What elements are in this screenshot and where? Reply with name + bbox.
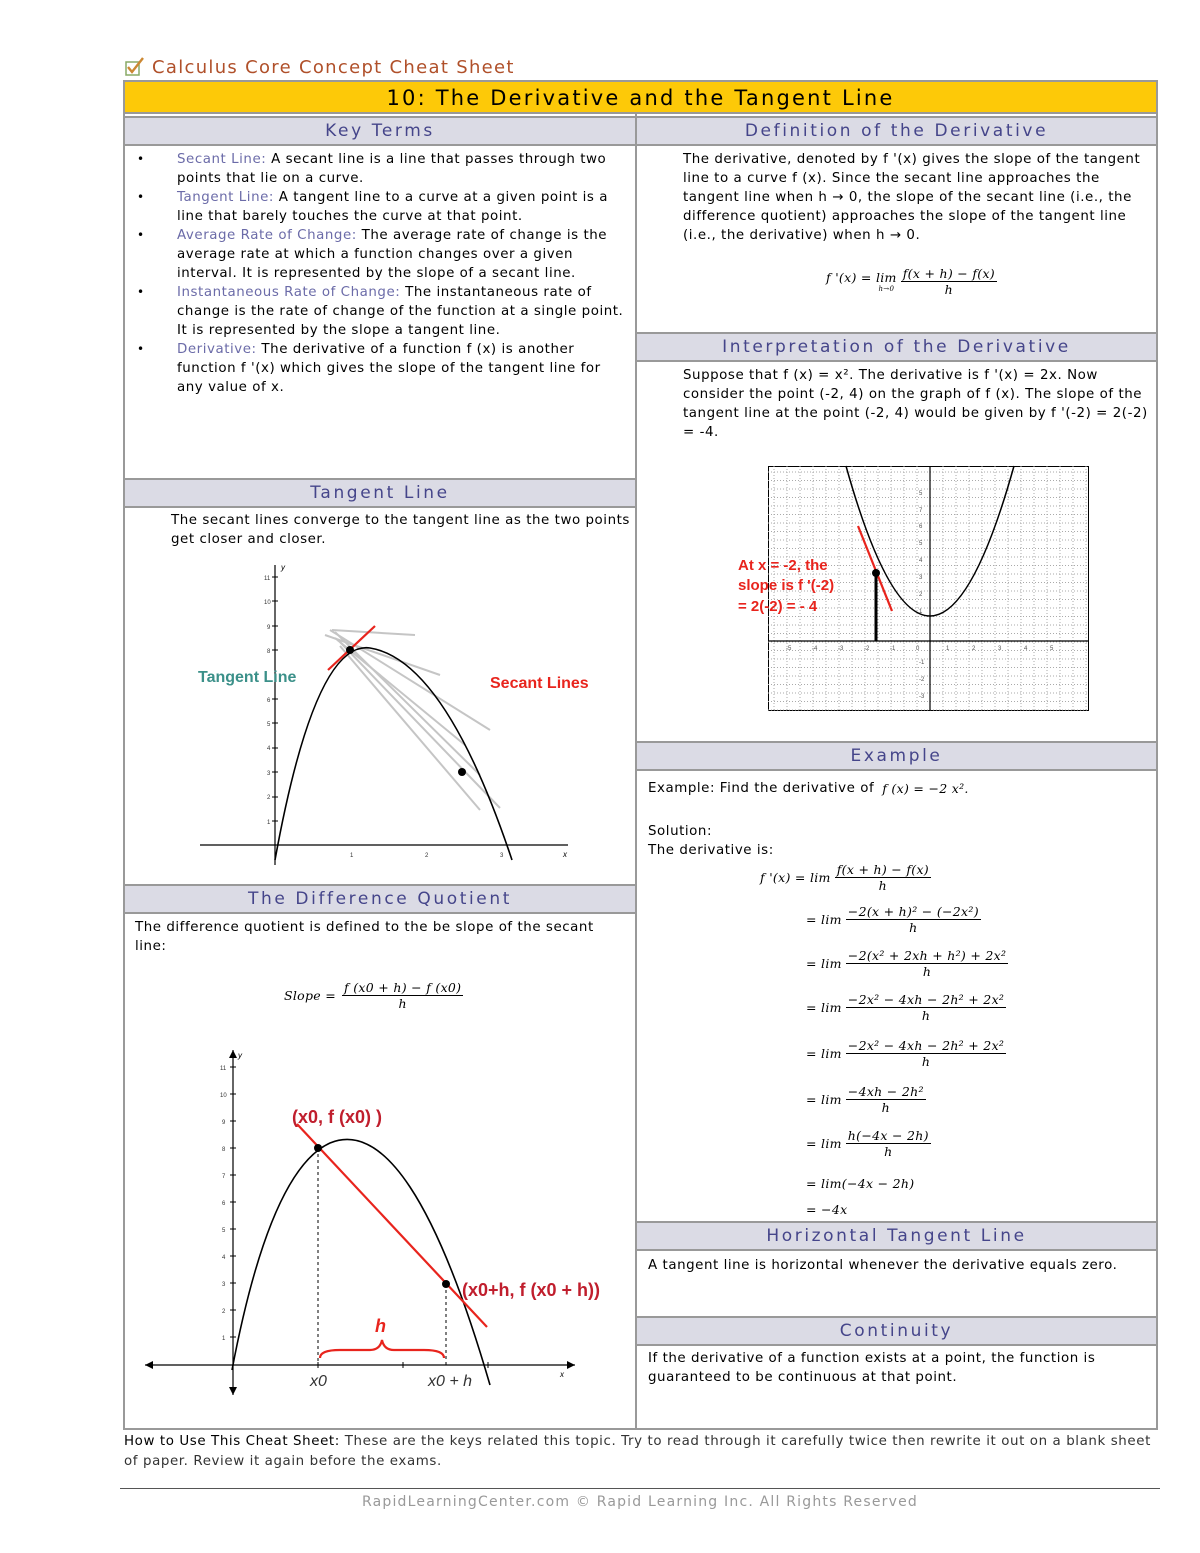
- svg-text:5: 5: [267, 722, 271, 728]
- example-prompt: Example: Find the derivative of f (x) = −2 x².: [648, 781, 969, 796]
- h-brace: [320, 1340, 444, 1358]
- secant-lines-label: Secant Lines: [490, 675, 589, 692]
- key-term-name: Tangent Line:: [177, 190, 274, 205]
- key-terms-list: [125, 150, 630, 397]
- section-header-horizontal-tangent: Horizontal Tangent Line: [637, 1221, 1156, 1251]
- parabola-curve: [275, 648, 512, 860]
- key-term-name: Derivative:: [177, 342, 257, 357]
- svg-text:4: 4: [222, 1255, 226, 1261]
- how-to-text: These are the keys related this topic. Try to read through it carefully twice then rewrite it out on a blank sheet of paper. Review it again before the exams.: [124, 1434, 1151, 1469]
- key-term-definition: A secant line is a line that passes through two points that lie on a curve.: [177, 152, 607, 186]
- svg-text:11: 11: [220, 1066, 227, 1072]
- definition-text: The derivative, denoted by f '(x) gives the slope of the tangent line to a curve f (x). Since the secant line approaches the tangent line when h → 0, the slope of the secant line (i.e., the difference quotient) approaches the slope of the tangent line (i.e., the derivative) when h → 0.: [683, 152, 1141, 243]
- section-header-key-terms: Key Terms: [125, 116, 635, 146]
- svg-text:9: 9: [222, 1120, 226, 1126]
- svg-text:3: 3: [222, 1282, 226, 1288]
- solution-label: Solution:: [648, 824, 713, 839]
- key-term-name: Secant Line:: [177, 152, 267, 167]
- svg-text:8: 8: [222, 1147, 226, 1153]
- svg-text:1: 1: [350, 853, 354, 859]
- section-header-continuity: Continuity: [637, 1316, 1156, 1346]
- key-term-item: [125, 226, 630, 283]
- section-header-tangent-line: Tangent Line: [125, 478, 635, 508]
- solution-step: = −4x: [806, 1202, 848, 1217]
- svg-text:6: 6: [267, 698, 271, 704]
- derivative-definition-formula: f '(x) = lim h→0 $\frac{f(x + h) - f(x)}{h}$: [826, 266, 995, 297]
- svg-text:At x = -2, the: At x = -2, the: [738, 557, 828, 574]
- solution-step: f '(x) = lim $\frac{f(x + h) - f(x)}{h}$: [760, 862, 929, 893]
- secant-line: [297, 1124, 487, 1327]
- svg-text:3: 3: [998, 646, 1002, 652]
- svg-text:-3: -3: [838, 646, 844, 652]
- svg-text:4: 4: [267, 746, 271, 752]
- secant-lines: [325, 630, 500, 810]
- key-term-definition: The derivative of a function f (x) is another function f '(x) which gives the slope of the tangent line for any value of x.: [177, 342, 601, 395]
- svg-text:x: x: [560, 1370, 564, 1379]
- section-header-interpretation: Interpretation of the Derivative: [637, 332, 1156, 362]
- svg-text:0: 0: [916, 646, 920, 652]
- solution-step: = lim(−4x − 2h): [806, 1176, 915, 1191]
- tangent-line-text: The secant lines converge to the tangent line as the two points get closer and closer.: [171, 513, 630, 547]
- curve: [232, 1139, 490, 1385]
- svg-text:h: h: [375, 1316, 386, 1336]
- key-term-item: [125, 150, 630, 188]
- svg-text:11: 11: [264, 576, 271, 582]
- svg-text:8: 8: [267, 649, 271, 655]
- svg-text:6: 6: [222, 1201, 226, 1207]
- checkmark-logo-icon: [124, 56, 146, 78]
- y-ticks: [264, 576, 271, 826]
- svg-text:2: 2: [919, 592, 923, 598]
- footer-copyright: RapidLearningCenter.com © Rapid Learning Inc. All Rights Reserved: [361, 1494, 919, 1510]
- svg-text:y: y: [281, 563, 285, 572]
- svg-text:2: 2: [267, 795, 271, 801]
- point1-label: (x0, f (x0) ): [292, 1107, 383, 1127]
- footer-rule: [120, 1488, 1160, 1489]
- svg-text:1: 1: [267, 820, 271, 826]
- svg-text:7: 7: [919, 508, 923, 514]
- brand-title: [124, 56, 515, 78]
- key-term-definition: The instantaneous rate of change is the rate of change of the function at a single point. It is represented by the slope a tangent line.: [177, 285, 624, 338]
- page-title: 10: The Derivative and the Tangent Line: [125, 82, 1156, 114]
- svg-text:9: 9: [267, 625, 271, 631]
- section-header-difference-quotient: The Difference Quotient: [125, 884, 635, 914]
- svg-text:1: 1: [919, 609, 923, 615]
- svg-text:-2: -2: [864, 646, 870, 652]
- solution-step: = lim $\frac{h(-4x - 2h)}{h}$: [806, 1128, 929, 1159]
- solution-step: = lim $\frac{\text{−2x² − 4xh − 2h² + 2x²}}{h}$: [806, 1038, 1005, 1069]
- tangent-secant-graph: [190, 560, 589, 870]
- secant-point: [458, 768, 466, 776]
- solution-step: = lim $\frac{\text{−2(x + h)² − (−2x²)}}{h}$: [806, 904, 979, 935]
- svg-text:3: 3: [267, 771, 271, 777]
- key-term-item: [125, 283, 630, 340]
- key-term-definition: A tangent line to a curve at a given point is a line that barely touches the curve at that point.: [177, 190, 608, 224]
- svg-text:1: 1: [222, 1336, 226, 1342]
- svg-text:x: x: [563, 850, 567, 859]
- slope-formula: Slope = $\frac{f (x0 + h) - f (x0)}{h}$: [284, 980, 462, 1011]
- svg-text:1: 1: [946, 646, 950, 652]
- svg-text:6: 6: [919, 524, 923, 530]
- svg-text:2: 2: [972, 646, 976, 652]
- section-header-example: Example: [637, 741, 1156, 771]
- svg-text:10: 10: [264, 600, 271, 606]
- svg-text:2: 2: [222, 1309, 226, 1315]
- tangent-line-label: Tangent Line: [198, 669, 297, 686]
- difference-quotient-text: The difference quotient is defined to the be slope of the secant line:: [135, 920, 594, 954]
- section-header-definition: Definition of the Derivative: [637, 116, 1156, 146]
- continuity-text: If the derivative of a function exists at a point, the function is guaranteed to be continuous at that point.: [648, 1351, 1096, 1385]
- svg-text:-1: -1: [919, 660, 925, 666]
- svg-text:4: 4: [1024, 646, 1028, 652]
- svg-text:-2: -2: [919, 677, 925, 683]
- how-to-label: How to Use This Cheat Sheet:: [124, 1434, 340, 1449]
- svg-text:7: 7: [222, 1174, 226, 1180]
- tangent-point: [346, 646, 354, 654]
- svg-text:5: 5: [222, 1228, 226, 1234]
- solution-step: = lim $\frac{\text{−4xh − 2h²}}{h}$: [806, 1084, 924, 1115]
- svg-text:5: 5: [919, 491, 923, 497]
- svg-text:3: 3: [500, 853, 504, 859]
- key-term-item: [125, 188, 630, 226]
- key-term-name: Instantaneous Rate of Change:: [177, 285, 401, 300]
- key-term-definition: The average rate of change is the average rate at which a function changes over a given interval. It is represented by the slope of a secant line.: [177, 228, 608, 281]
- how-to-use: [124, 1432, 1160, 1472]
- horizontal-tangent-text: A tangent line is horizontal whenever the derivative equals zero.: [648, 1258, 1118, 1273]
- svg-text:y: y: [238, 1051, 242, 1060]
- svg-text:3: 3: [919, 575, 923, 581]
- svg-text:slope is f '(-2): slope is f '(-2): [738, 577, 835, 594]
- interpretation-text: Suppose that f (x) = x². The derivative is f '(x) = 2x. Now consider the point (-2, 4) on the graph of f (x). The slope of the tangent line at the point (-2, 4) would be given by f '(-2) = 2(-2) = -4.: [683, 368, 1148, 440]
- solution-step: = lim $\frac{\text{−2x² − 4xh − 2h² + 2x²}}{h}$: [806, 992, 1005, 1023]
- svg-text:2: 2: [425, 853, 429, 859]
- svg-text:= 2(-2) = - 4: = 2(-2) = - 4: [738, 598, 818, 615]
- brand-title-text: Calculus Core Concept Cheat Sheet: [152, 57, 515, 78]
- svg-text:5: 5: [919, 541, 923, 547]
- svg-text:-4: -4: [812, 646, 818, 652]
- svg-text:10: 10: [220, 1093, 227, 1099]
- svg-text:x0 + h: x0 + h: [428, 1373, 473, 1390]
- svg-text:4: 4: [919, 558, 923, 564]
- solution-step: = lim $\frac{\text{−2(x² + 2xh + h²) + 2x²}}{h}$: [806, 948, 1007, 979]
- svg-text:5: 5: [1050, 646, 1054, 652]
- x-squared-graph: [738, 466, 1090, 712]
- svg-text:x0: x0: [310, 1373, 327, 1390]
- point2-label: (x0+h, f (x0 + h)): [462, 1280, 601, 1300]
- key-term-name: Average Rate of Change:: [177, 228, 357, 243]
- key-term-item: [125, 340, 630, 397]
- svg-text:-1: -1: [890, 646, 896, 652]
- svg-text:-3: -3: [919, 694, 925, 700]
- derivative-label: The derivative is:: [648, 843, 774, 858]
- svg-text:-5: -5: [786, 646, 792, 652]
- difference-quotient-graph: [140, 1040, 630, 1425]
